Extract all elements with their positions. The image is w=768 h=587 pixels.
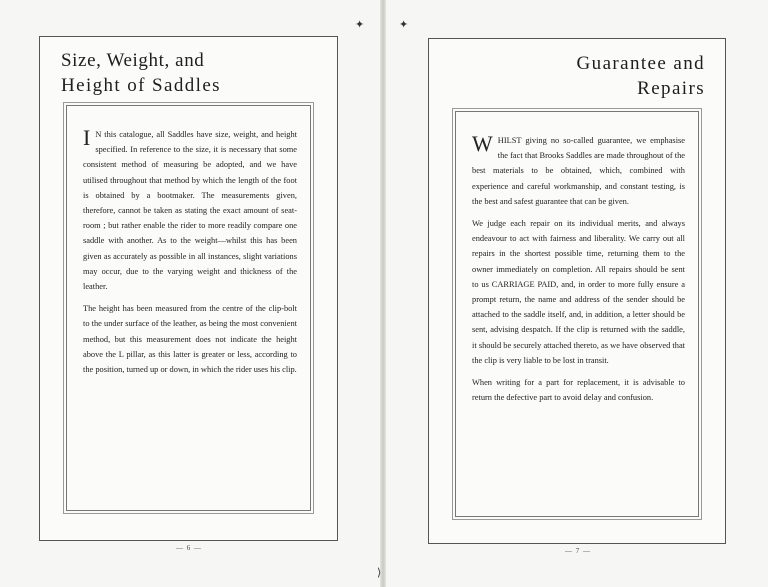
left-dropcap: I [83, 125, 91, 150]
binding-mark-top-right: ✦ [399, 19, 409, 31]
left-paragraph-1-text: N this catalogue, all Saddles have size, weight, and height specified. In reference to the size, it is necessary that some consistent method of measuring be adopted, and we have utilised throughout that method by which the length of the foot is obtained by a bootmaker. The measurements given, therefore, cannot be taken as stating the exact amount of seat-room ; but rather enable the rider to more readily compare one saddle with another. As to the weight—whilst this has been given as accurately as possible in all instances, slight variations may occur, due to the varying weight and thickness of the leather. [83, 130, 297, 292]
left-paragraph-2: The height has been measured from the centre of the clip-bolt to the under surface of the leather, as being the most convenient method, but this measurement does not indicate the height above the L pillar, as this latter is greater or less, according to the position, turned up or down, in which the rider uses his clip. [83, 304, 297, 375]
binding-mark-bottom: ⟩ [377, 567, 382, 579]
binding-mark-top-left: ✦ [355, 19, 365, 31]
right-page-number: — 7 — [565, 547, 591, 555]
right-paragraph-1-text: HILST giving no so-called guarantee, we emphasise the fact that Brooks Saddles are made throughout of the best materials to be obtained, which, combined with experience and careful workmanship, and constant testing, is the best and safest guarantee that can be given. [472, 136, 685, 206]
left-page-number: — 6 — [176, 544, 202, 552]
right-title-line-2: Repairs [637, 78, 705, 99]
right-paragraph-1 [472, 133, 685, 209]
right-paragraph-3: When writing for a part for replacement, it is advisable to return the defective part to avoid delay and confusion. [472, 378, 685, 403]
right-text-box [455, 111, 699, 517]
left-title-line-2: Height of Saddles [61, 75, 221, 96]
right-paragraph-2: We judge each repair on its individual merits, and always endeavour to act with fairness and liberality. We carry out all repairs in the shortest possible time, returning them to the owner immediately on completion. All repairs should be sent to us CARRIAGE PAID, and, in order to more fully ensure a prompt return, the name and address of the sender should be attached to the saddle itself, and, in addition, a letter should be sent, advising despatch. If the clip is returned with the saddle, it should be securely attached thereto, as we have observed that the clip is very liable to be lost in transit. [472, 219, 685, 365]
right-page [428, 38, 726, 544]
right-title-line-1: Guarantee and [576, 53, 705, 74]
left-page-title [61, 48, 331, 98]
left-page [39, 36, 338, 541]
book-gutter [380, 0, 386, 587]
right-dropcap: W [472, 131, 493, 156]
left-text-box [66, 105, 311, 511]
right-page-title [465, 51, 705, 101]
left-title-line-1: Size, Weight, and [61, 50, 205, 71]
left-paragraph-1 [83, 127, 297, 294]
